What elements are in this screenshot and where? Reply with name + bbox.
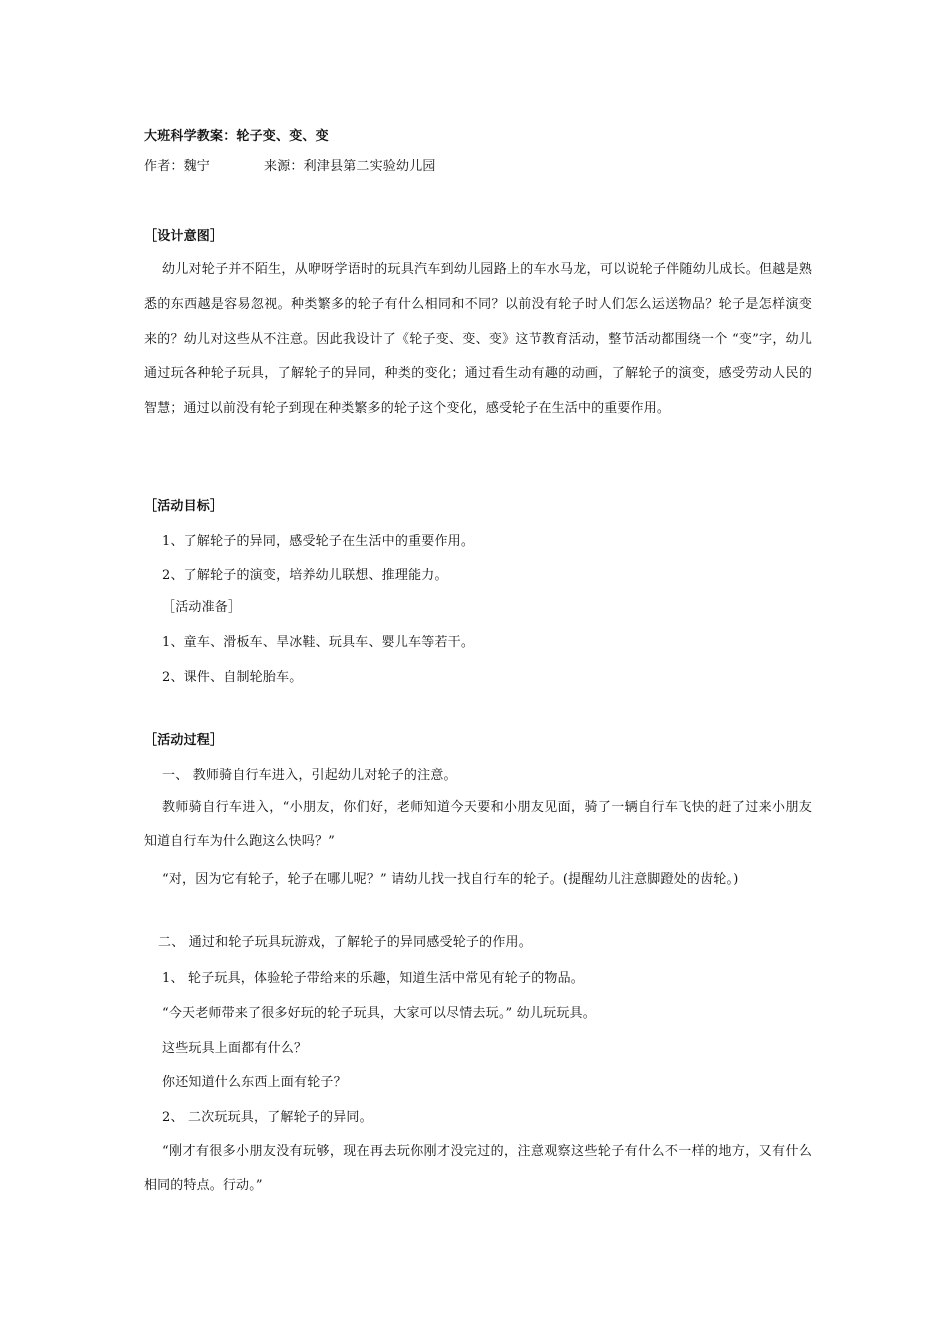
step2-question-1: 这些玩具上面都有什么？ [162,1041,308,1056]
process-heading: ［活动过程］ [144,733,224,748]
goal-item-2: 2、了解轮子的演变，培养幼儿联想、推理能力。 [162,568,448,583]
step1-quote: “对，因为它有轮子，轮子在哪儿呢？” 请幼儿找一找自行车的轮子。(提醒幼儿注意脚蹬处的齿轮。) [162,872,739,887]
author-line: 作者：魏宁 [144,159,211,174]
step2-paragraph2: “刚才有很多小朋友没有玩够，现在再去玩你刚才没完过的，注意观察这些轮子有什么不一样的地方，又有什么相同的特点。行动。” [144,1144,812,1193]
step2-sub1: 1、 轮子玩具，体验轮子带给来的乐趣，知道生活中常见有轮子的物品。 [162,971,585,986]
step2-quote1: “今天老师带来了很多好玩的轮子玩具，大家可以尽情去玩。” 幼儿玩玩具。 [162,1006,596,1021]
document-title: 大班科学教案：轮子变、变、变 [144,129,329,144]
design-heading: ［设计意图］ [144,229,224,244]
goals-heading: ［活动目标］ [144,499,224,514]
step2-question-2: 你还知道什么东西上面有轮子？ [162,1075,347,1090]
step2-sub2: 2、 二次玩玩具，了解轮子的异同。 [162,1110,373,1125]
step1-title: 一、 教师骑自行车进入，引起幼儿对轮子的注意。 [162,768,457,783]
prep-heading: ［活动准备］ [162,600,242,615]
goal-item-1: 1、了解轮子的异同，感受轮子在生活中的重要作用。 [162,534,475,549]
prep-item-2: 2、课件、自制轮胎车。 [162,670,303,685]
step2-title: 二、 通过和轮子玩具玩游戏，了解轮子的异同感受轮子的作用。 [158,935,532,950]
design-paragraph: 幼儿对轮子并不陌生，从咿呀学语时的玩具汽车到幼儿园路上的车水马龙，可以说轮子伴随幼儿成长。但越是熟悉的东西越是容易忽视。种类繁多的轮子有什么相同和不同？以前没有轮子时人们怎么运送物品？轮子是怎样演变来的？幼儿对这些从不注意。因此我设计了《轮子变、变、变》这节教育活动，整节活动都围绕一个 “变”字，幼儿通过玩各种轮子玩具，了解轮子的异同，种类的变化；通过看生动有趣的动画，了解轮子的演变，感受劳动人民的智慧；通过以前没有轮子到现在种类繁多的轮子这个变化，感受轮子在生活中的重要作用。 [144,262,812,417]
prep-item-1: 1、童车、滑板车、旱冰鞋、玩具车、婴儿车等若干。 [162,635,475,650]
source-line: 来源：利津县第二实验幼儿园 [264,159,436,174]
step1-paragraph: 教师骑自行车进入，“小朋友，你们好，老师知道今天要和小朋友见面，骑了一辆自行车飞快的赶了过来小朋友知道自行车为什么跑这么快吗？” [144,800,812,849]
